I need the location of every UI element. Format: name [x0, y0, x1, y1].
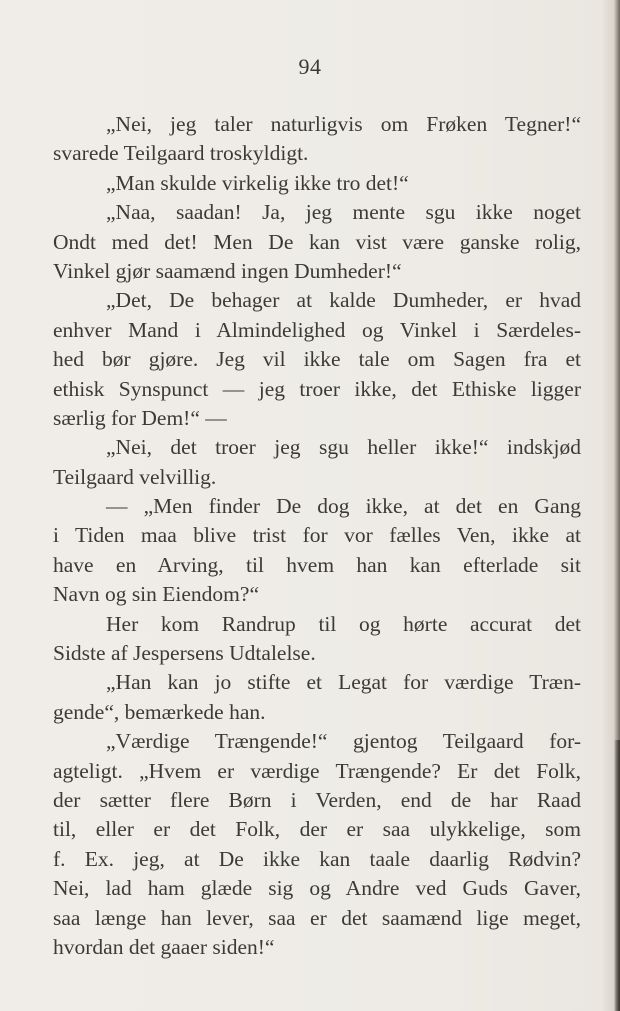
- text-line: „Det, De behager at kalde Dumheder, er hvad: [106, 288, 581, 313]
- text-line: Teilgaard velvillig.: [53, 464, 217, 489]
- text-line: hed bør gjøre. Jeg vil ikke tale om Sagen fra et: [53, 347, 581, 372]
- text-line: Nei, lad ham glæde sig og Andre ved Guds Gaver,: [53, 876, 581, 901]
- text-line: der sætter flere Børn i Verden, end de har Raad: [53, 787, 581, 812]
- text-line: Ondt med det! Men De kan vist være ganske rolig,: [53, 229, 581, 254]
- text-line: Navn og sin Eiendom?“: [53, 582, 259, 607]
- text-line: have en Arving, til hvem han kan efterlade sit: [53, 552, 581, 577]
- text-line: hvordan det gaaer siden!“: [53, 934, 275, 959]
- text-line: gende“, bemærkede han.: [53, 699, 266, 724]
- text-line: særlig for Dem!“ —: [53, 405, 227, 430]
- text-line: i Tiden maa blive trist for vor fælles Ven, ikke at: [53, 523, 581, 548]
- body-text: [53, 110, 581, 962]
- text-line: svarede Teilgaard troskyldigt.: [53, 141, 309, 166]
- text-line: Vinkel gjør saamænd ingen Dumheder!“: [53, 258, 402, 283]
- text-line: til, eller er det Folk, der er saa ulykkelige, som: [53, 817, 581, 842]
- text-line: ethisk Synspunct — jeg troer ikke, det Ethiske ligger: [53, 376, 581, 401]
- text-line: „Nei, det troer jeg sgu heller ikke!“ indskjød: [106, 435, 581, 460]
- text-line: f. Ex. jeg, at De ikke kan taale daarlig Rødvin?: [53, 846, 581, 871]
- text-line: enhver Mand i Almindelighed og Vinkel i Særdeles-: [53, 317, 581, 342]
- text-line: „Naa, saadan! Ja, jeg mente sgu ikke noget: [106, 200, 581, 225]
- text-line: agteligt. „Hvem er værdige Trængende? Er det Folk,: [53, 758, 581, 783]
- text-line: Sidste af Jespersens Udtalelse.: [53, 641, 316, 666]
- text-line: saa længe han lever, saa er det saamænd lige meget,: [53, 905, 581, 930]
- page-number: 94: [298, 54, 322, 79]
- text-line: Her kom Randrup til og hørte accurat det: [106, 611, 581, 636]
- text-line: „Man skulde virkelig ikke tro det!“: [106, 170, 409, 195]
- text-line: „Nei, jeg taler naturligvis om Frøken Tegner!“: [106, 112, 581, 136]
- page-edge-shadow: [614, 740, 620, 1011]
- text-line: — „Men finder De dog ikke, at det en Gang: [106, 494, 581, 519]
- text-line: „Værdige Trængende!“ gjentog Teilgaard for-: [106, 729, 581, 754]
- text-line: „Han kan jo stifte et Legat for værdige Træn-: [106, 670, 581, 695]
